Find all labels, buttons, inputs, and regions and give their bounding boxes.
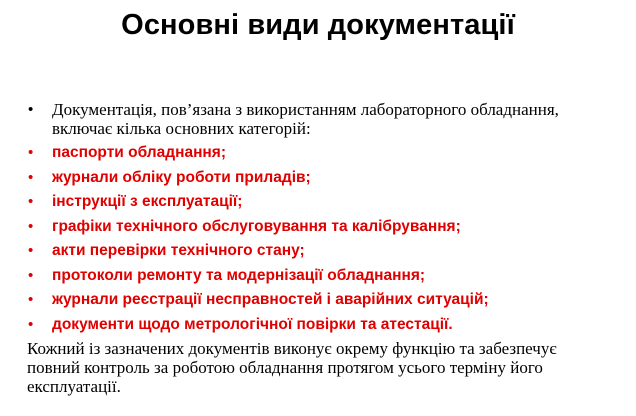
list-item (28, 315, 618, 335)
list-item (28, 168, 618, 188)
bullet-icon: • (28, 101, 34, 118)
list-item (28, 290, 618, 310)
list-item-text: протоколи ремонту та модернізації обладнання; (52, 266, 426, 284)
slide-title: Основні види документації (121, 9, 515, 41)
intro-bullet (28, 100, 618, 138)
list-item (28, 217, 618, 237)
bullet-icon: • (28, 315, 34, 333)
bullet-icon: • (28, 144, 34, 161)
bullet-icon: • (28, 168, 34, 186)
list-item-text: акти перевірки технічного стану; (52, 242, 305, 259)
list-item (28, 192, 618, 212)
list-item (28, 241, 618, 261)
list-item-text: інструкції з експлуатації; (52, 193, 243, 210)
list-item-text: документи щодо метрологічної повірки та атестації. (52, 315, 453, 333)
bullet-icon: • (28, 291, 34, 308)
list-item-text: журнали обліку роботи приладів; (52, 168, 311, 186)
list-item-text: паспорти обладнання; (52, 144, 226, 161)
bullet-icon: • (28, 266, 34, 284)
bullet-icon: • (28, 217, 34, 235)
list-item-text: журнали реєстрації несправностей і аварійних ситуацій; (52, 291, 489, 308)
slide-body (28, 100, 618, 396)
bullet-icon: • (28, 193, 34, 210)
bullet-icon: • (28, 242, 34, 259)
closing-paragraph: Кожний із зазначених документів виконує окрему функцію та забезпечує повний контроль за роботою обладнання протягом усього терміну його експлуатації. (27, 339, 557, 396)
list-item-text: графіки технічного обслуговування та калібрування; (52, 217, 461, 235)
list-item (28, 266, 618, 286)
list-item (28, 143, 618, 163)
intro-text: Документація, пов’язана з використанням лабораторного обладнання, включає кілька основних категорій: (52, 100, 559, 138)
